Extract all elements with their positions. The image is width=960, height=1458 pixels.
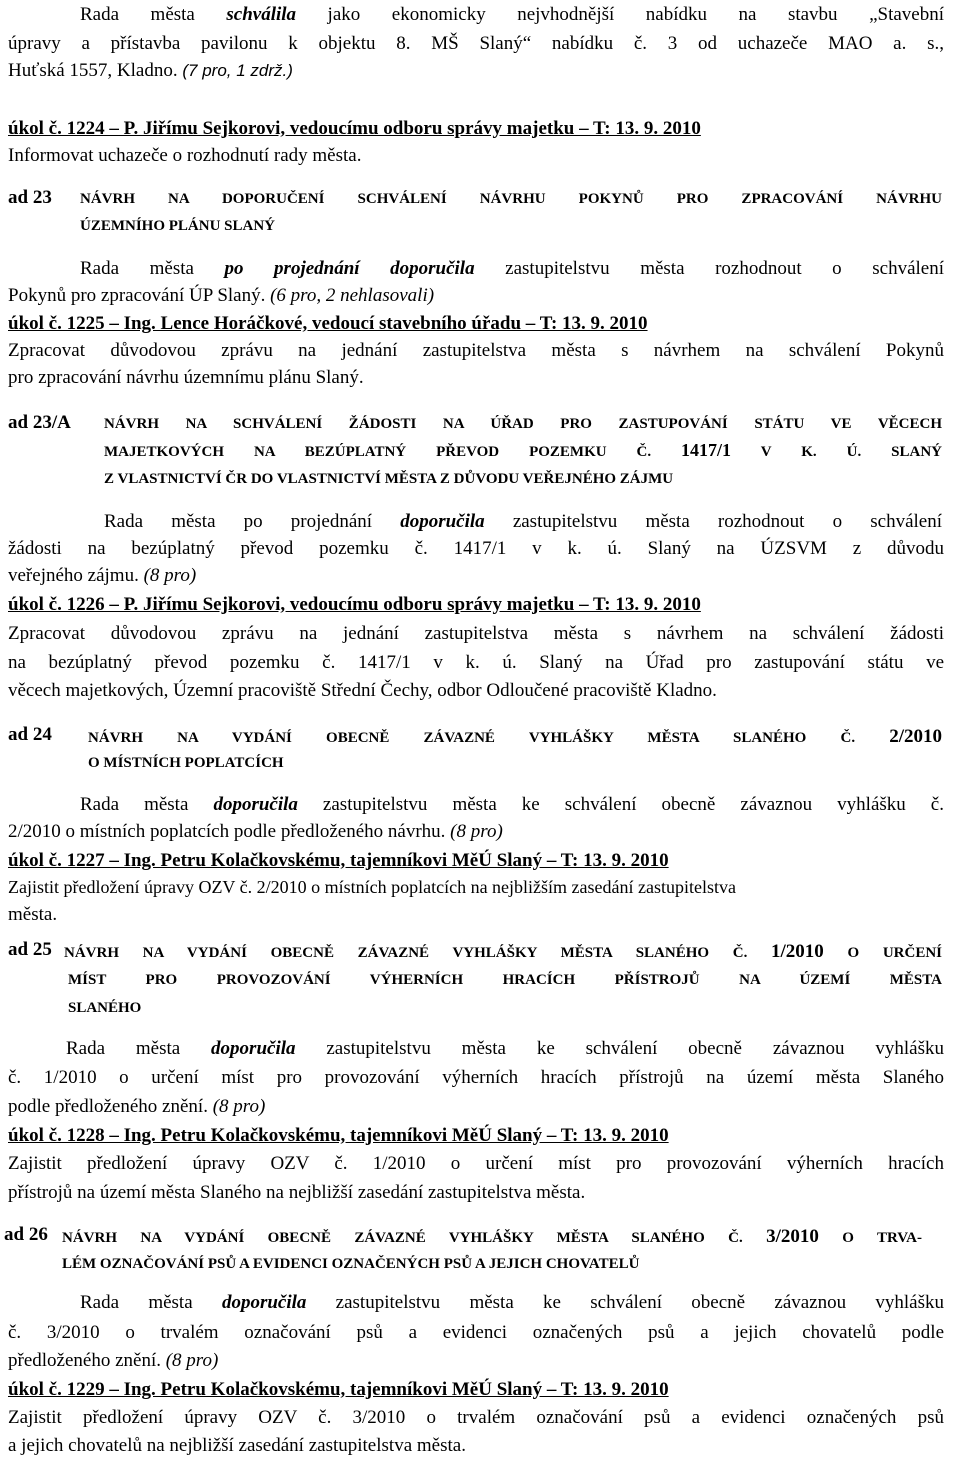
agenda-item-title: ÚZEMNÍHO PLÁNU SLANÝ: [80, 218, 276, 234]
agenda-item-title: NÁVRH NA SCHVÁLENÍ ŽÁDOSTI NA ÚŘAD PRO ZASTUPOVÁNÍ STÁTU VE VĚCECH: [104, 416, 942, 432]
agenda-item-number: ad 23: [8, 187, 52, 208]
agenda-item-title: Z VLASTNICTVÍ ČR DO VLASTNICTVÍ MĚSTA Z DŮVODU VEŘEJNÉHO ZÁJMU: [104, 471, 674, 487]
task-heading: úkol č. 1229 – Ing. Petru Kolačkovskému, tajemníkovi MěÚ Slaný – T: 13. 9. 2010: [8, 1379, 669, 1400]
agenda-item-number: ad 24: [8, 724, 52, 745]
agenda-item-number: ad 26: [4, 1224, 48, 1245]
resolution-text: veřejného zájmu. (8 pro): [8, 565, 197, 586]
agenda-item-title: O MÍSTNÍCH POPLATCÍCH: [88, 755, 284, 771]
resolution-text: předloženého znění. (8 pro): [8, 1350, 219, 1371]
resolution-text: Rada města doporučila zastupitelstvu města ke schválení obecně závaznou vyhlášku č.: [80, 794, 944, 815]
agenda-item-number: ad 23/A: [8, 412, 71, 433]
resolution-text: č. 3/2010 o trvalém označování psů a evidenci označených psů a jejich chovatelů podle: [8, 1322, 944, 1343]
task-text: Zpracovat důvodovou zprávu na jednání zastupitelstva města s návrhem na schválení Pokynů: [8, 340, 944, 361]
task-text: věcech majetkových, Územní pracoviště Střední Čechy, odbor Odloučené pracoviště Kladno.: [8, 680, 717, 701]
task-heading: úkol č. 1224 – P. Jiřímu Sejkorovi, vedoucímu odboru správy majetku – T: 13. 9. 2010: [8, 118, 701, 139]
task-text: pro zpracování návrhu územnímu plánu Slaný.: [8, 367, 364, 388]
agenda-item-title: NÁVRH NA VYDÁNÍ OBECNĚ ZÁVAZNÉ VYHLÁŠKY MĚSTA SLANÉHO Č. 1/2010 O URČENÍ: [64, 941, 943, 962]
agenda-item-title: MÍST PRO PROVOZOVÁNÍ VÝHERNÍCH HRACÍCH PŘÍSTROJŮ NA ÚZEMÍ MĚSTA: [68, 972, 942, 988]
task-heading: úkol č. 1226 – P. Jiřímu Sejkorovi, vedoucímu odboru správy majetku – T: 13. 9. 2010: [8, 594, 701, 615]
task-text: a jejich chovatelů na nejbližší zasedání zastupitelstva města.: [8, 1435, 466, 1456]
task-text: na bezúplatný převod pozemku č. 1417/1 v k. ú. Slaný na Úřad pro zastupování státu ve: [8, 652, 944, 673]
resolution-text: podle předloženého znění. (8 pro): [8, 1096, 266, 1117]
agenda-item-title: MAJETKOVÝCH NA BEZÚPLATNÝ PŘEVOD POZEMKU Č. 1417/1 V K. Ú. SLANÝ: [104, 440, 942, 460]
resolution-text: 2/2010 o místních poplatcích podle předloženého návrhu. (8 pro): [8, 821, 503, 842]
agenda-item-title: LÉM OZNAČOVÁNÍ PSŮ A EVIDENCI OZNAČENÝCH PSŮ A JEJICH CHOVATELŮ: [62, 1256, 640, 1272]
resolution-text: Rada města schválila jako ekonomicky nejvhodnější nabídku na stavbu „Stavební: [80, 4, 944, 25]
task-heading: úkol č. 1225 – Ing. Lence Horáčkové, vedoucí stavebního úřadu – T: 13. 9. 2010: [8, 313, 648, 334]
resolution-text: Rada města doporučila zastupitelstvu města ke schválení obecně závaznou vyhlášku: [80, 1292, 945, 1313]
agenda-item-title: SLANÉHO: [68, 1000, 142, 1016]
task-text: Zajistit předložení úpravy OZV č. 3/2010 o trvalém označování psů a evidenci označených psů: [8, 1407, 944, 1428]
task-text: města.: [8, 904, 58, 925]
agenda-item-title: NÁVRH NA VYDÁNÍ OBECNĚ ZÁVAZNÉ VYHLÁŠKY MĚSTA SLANÉHO Č. 3/2010 O TRVA-: [62, 1226, 923, 1247]
agenda-item-title: NÁVRH NA DOPORUČENÍ SCHVÁLENÍ NÁVRHU POKYNŮ PRO ZPRACOVÁNÍ NÁVRHU: [80, 191, 942, 207]
task-heading: úkol č. 1227 – Ing. Petru Kolačkovskému, tajemníkovi MěÚ Slaný – T: 13. 9. 2010: [8, 850, 669, 871]
resolution-text: Pokynů pro zpracování ÚP Slaný. (6 pro, 2 nehlasovali): [8, 285, 435, 306]
resolution-text: č. 1/2010 o určení míst pro provozování výherních hracích přístrojů na území města Slaného: [8, 1067, 944, 1088]
agenda-item-title: NÁVRH NA VYDÁNÍ OBECNĚ ZÁVAZNÉ VYHLÁŠKY MĚSTA SLANÉHO Č. 2/2010: [88, 726, 942, 747]
task-text: Zajistit předložení úpravy OZV č. 1/2010 o určení míst pro provozování výherních hracích: [8, 1153, 944, 1174]
resolution-text: Huťská 1557, Kladno. (7 pro, 1 zdrž.): [8, 60, 293, 81]
agenda-item-number: ad 25: [8, 939, 52, 960]
resolution-text: úpravy a přístavba pavilonu k objektu 8. MŠ Slaný“ nabídku č. 3 od uchazeče MAO a. s.,: [8, 33, 944, 54]
resolution-text: Rada města po projednání doporučila zastupitelstvu města rozhodnout o schválení: [104, 511, 943, 532]
task-text: Zpracovat důvodovou zprávu na jednání zastupitelstva města s návrhem na schválení žádosti: [8, 623, 944, 644]
task-heading: úkol č. 1228 – Ing. Petru Kolačkovskému, tajemníkovi MěÚ Slaný – T: 13. 9. 2010: [8, 1125, 669, 1146]
resolution-text: žádosti na bezúplatný převod pozemku č. 1417/1 v k. ú. Slaný na ÚZSVM z důvodu: [8, 538, 944, 559]
task-text: přístrojů na území města Slaného na nejbližší zasedání zastupitelstva města.: [8, 1182, 586, 1203]
task-text: Informovat uchazeče o rozhodnutí rady města.: [8, 145, 362, 166]
resolution-text: Rada města po projednání doporučila zastupitelstvu města rozhodnout o schválení: [80, 258, 944, 279]
task-text: Zajistit předložení úpravy OZV č. 2/2010 o místních poplatcích na nejbližším zasedání zastupitelstva: [8, 877, 736, 897]
resolution-text: Rada města doporučila zastupitelstvu města ke schválení obecně závaznou vyhlášku: [66, 1038, 945, 1059]
